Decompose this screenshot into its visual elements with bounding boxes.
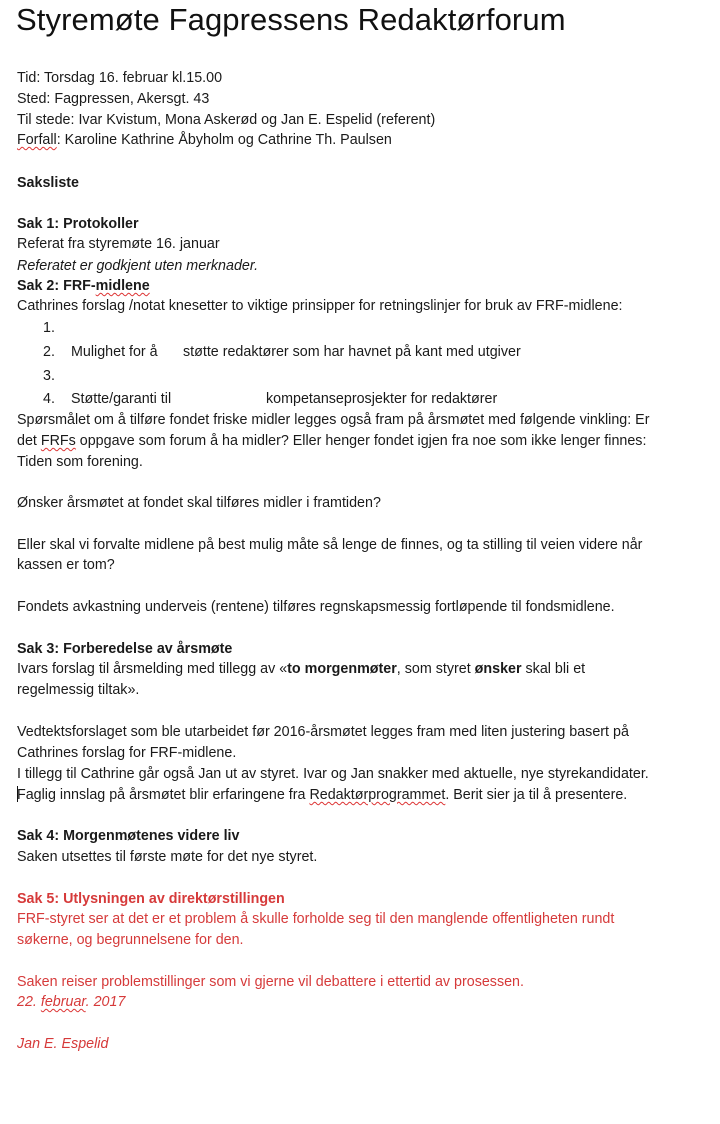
text-run: skal bli et	[521, 661, 586, 677]
list-item-text: støtte redaktører som har havnet på kant med utgiver	[183, 344, 521, 360]
list-number: 1.	[43, 320, 55, 336]
text-run-bold: ønsker	[474, 661, 522, 677]
sak4-line: Saken utsettes til første møte for det nye styret.	[17, 849, 318, 865]
sak2-p1-line1: Spørsmålet om å tilføre fondet friske midler legges også fram på årsmøtet med følgende vinkling: Er	[17, 412, 650, 428]
list-number: 4.	[43, 391, 55, 407]
sak5-heading: Sak 5: Utlysningen av direktørstillingen	[17, 891, 285, 907]
sak2-p2: Ønsker årsmøtet at fondet skal tilføres midler i framtiden?	[17, 495, 381, 511]
sak1-line: Referat fra styremøte 16. januar	[17, 236, 220, 252]
sak2-p1-line3: Tiden som forening.	[17, 454, 143, 470]
sak1-note: Referatet er godkjent uten merknader.	[17, 258, 259, 274]
sak2-intro: Cathrines forslag /notat knesetter to viktige prinsipper for retningslinjer for bruk av FRF-midlene:	[17, 298, 623, 314]
sak4-heading: Sak 4: Morgenmøtenes videre liv	[17, 828, 240, 844]
sak2-p3-line1: Eller skal vi forvalte midlene på best mulig måte så lenge de finnes, og ta stilling til veien videre når	[17, 537, 643, 553]
sak3-p2-line3: I tillegg til Cathrine går også Jan ut av styret. Ivar og Jan snakker med aktuelle, nye styrekandidater.	[17, 766, 649, 782]
sak2-heading-a: Sak 2: FRF-	[17, 278, 96, 294]
sak1-heading: Sak 1: Protokoller	[17, 216, 139, 232]
sak3-p1-line2: regelmessig tiltak».	[17, 682, 140, 698]
sak2-heading-b: midlene	[95, 278, 150, 294]
text-run: . Berit sier ja til å presentere.	[445, 787, 628, 803]
frfs-word: FRFs	[40, 433, 76, 449]
sak2-p1-line2	[17, 431, 646, 452]
list-number: 3.	[43, 368, 55, 384]
sak2-p3-line2: kassen er tom?	[17, 557, 115, 573]
sak3-p2-line1: Vedtektsforslaget som ble utarbeidet før 2016-årsmøtet legges fram med liten justering basert på	[17, 724, 629, 740]
meta-absent	[17, 130, 392, 151]
absent-label: Forfall	[17, 132, 57, 148]
sak5-line2: søkerne, og begrunnelsene for den.	[17, 932, 244, 948]
document-date	[17, 992, 125, 1013]
text-run: det	[17, 433, 41, 449]
meta-place: Sted: Fagpressen, Akersgt. 43	[17, 91, 210, 107]
sak3-p2-line4	[17, 785, 627, 806]
sak2-heading	[17, 276, 150, 297]
text-run: Faglig innslag på årsmøtet blir erfaringene fra	[17, 787, 310, 803]
list-item-text: Mulighet for å	[71, 344, 158, 360]
signature: Jan E. Espelid	[17, 1036, 109, 1052]
absent-text: : Karoline Kathrine Åbyholm og Cathrine Th. Paulsen	[56, 132, 392, 148]
text-run: Ivars forslag til årsmelding med tillegg av «	[17, 661, 288, 677]
meta-time: Tid: Torsdag 16. februar kl.15.00	[17, 70, 223, 86]
sak3-heading: Sak 3: Forberedelse av årsmøte	[17, 641, 233, 657]
meta-present: Til stede: Ivar Kvistum, Mona Askerød og Jan E. Espelid (referent)	[17, 112, 436, 128]
agenda-heading: Saksliste	[17, 175, 79, 191]
sak3-p2-line2: Cathrines forslag for FRF-midlene.	[17, 745, 237, 761]
sak5-line3: Saken reiser problemstillinger som vi gjerne vil debattere i ettertid av prosessen.	[17, 974, 524, 990]
date-month: februar	[40, 994, 86, 1010]
text-run: , som styret	[396, 661, 475, 677]
text-run: . 2017	[85, 994, 126, 1010]
list-number: 2.	[43, 344, 55, 360]
text-run: 22.	[17, 994, 41, 1010]
sak5-line1: FRF-styret ser at det er et problem å skulle forholde seg til den manglende offentligheten rundt	[17, 911, 615, 927]
page-title: Styremøte Fagpressens Redaktørforum	[16, 2, 566, 37]
list-item-text: Støtte/garanti til	[71, 391, 172, 407]
text-run: oppgave som forum å ha midler? Eller henger fondet igjen fra noe som ikke lenger finnes:	[75, 433, 647, 449]
list-item-text: kompetanseprosjekter for redaktører	[266, 391, 498, 407]
sak3-p1-line1	[17, 659, 585, 680]
sak2-p4: Fondets avkastning underveis (rentene) tilføres regnskapsmessig fortløpende til fondsmidlene.	[17, 599, 615, 615]
text-run-bold: to morgenmøter	[287, 661, 397, 677]
redaktorprogrammet-word: Redaktørprogrammet	[309, 787, 446, 803]
